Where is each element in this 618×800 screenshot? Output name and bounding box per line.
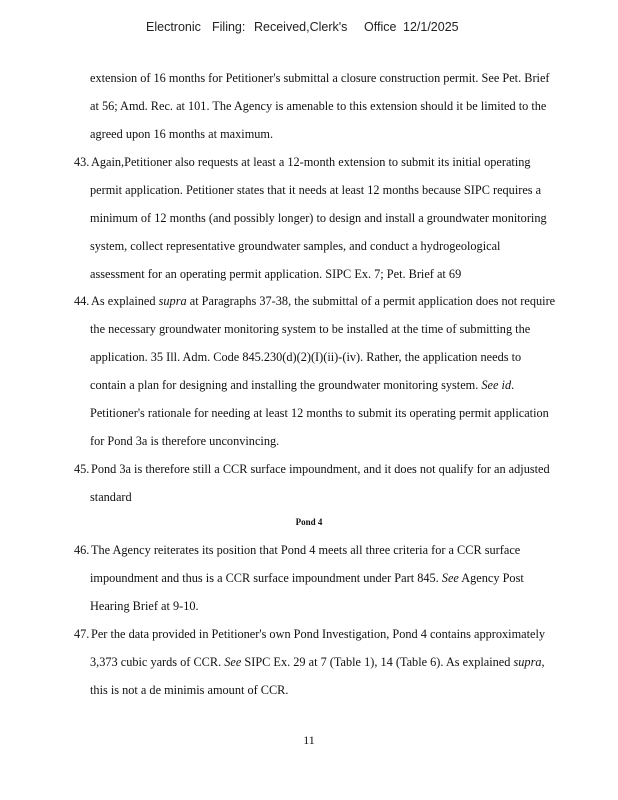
supra-citation: supra — [513, 655, 542, 669]
paragraph-44-line-1: As explained supra at Paragraphs 37-38, the submittal of a permit application does not require — [91, 294, 556, 308]
intro-line-3: agreed upon 16 months at maximum. — [90, 127, 274, 141]
paragraph-46-line-2: impoundment and thus is a CCR surface impoundment under Part 845. See Agency Post — [90, 571, 524, 585]
paragraph-47-line-2: 3,373 cubic yards of CCR. See SIPC Ex. 29 at 7 (Table 1), 14 (Table 6). As explained supra, — [90, 655, 545, 669]
paragraph-44-line-3: application. 35 Ill. Adm. Code 845.230(d)(2)(I)(ii)-(iv). Rather, the application needs to — [90, 350, 522, 364]
see-citation: See — [224, 655, 242, 669]
paragraph-47-line-1: Per the data provided in Petitioner's own Pond Investigation, Pond 4 contains approximately — [91, 627, 546, 641]
paragraph-46-line-3: Hearing Brief at 9-10. — [90, 599, 199, 613]
paragraph-44-number: 44. — [74, 294, 90, 308]
paragraph-44-line-4: contain a plan for designing and installing the groundwater monitoring system. See id. — [90, 378, 515, 392]
header-electronic: Electronic — [146, 20, 201, 34]
paragraph-43-line-4: system, collect representative groundwater samples, and conduct a hydrogeological — [90, 239, 501, 253]
header-received: Received,Clerk's — [254, 20, 348, 34]
supra-citation: supra — [158, 294, 187, 308]
paragraph-44-line-5: Petitioner's rationale for needing at least 12 months to submit its operating permit application — [90, 406, 549, 420]
intro-line-2: at 56; Amd. Rec. at 101. The Agency is amenable to this extension should it be limited to the — [90, 99, 547, 113]
paragraph-43-line-2: permit application. Petitioner states that it needs at least 12 months because SIPC requires a — [90, 183, 542, 197]
paragraph-43-line-1: Again,Petitioner also requests at least a 12-month extension to submit its initial operating — [91, 155, 531, 169]
paragraph-46-line-1: The Agency reiterates its position that Pond 4 meets all three criteria for a CCR surface — [91, 543, 521, 557]
header-date: 12/1/2025 — [403, 20, 459, 34]
paragraph-45-line-2: standard — [90, 490, 132, 504]
section-subheading: Pond 4 — [295, 517, 323, 527]
header-filing: Filing: — [212, 20, 246, 34]
paragraph-43-line-3: minimum of 12 months (and possibly longer) to design and install a groundwater monitoring — [90, 211, 547, 225]
paragraph-44-line-6: for Pond 3a is therefore unconvincing. — [90, 434, 280, 448]
paragraph-45-number: 45. — [74, 462, 90, 476]
see-citation: See — [441, 571, 459, 585]
filing-header — [0, 20, 618, 38]
paragraph-43-line-5: assessment for an operating permit application. SIPC Ex. 7; Pet. Brief at 69 — [90, 267, 462, 281]
see-id-citation: See id — [481, 378, 512, 392]
intro-line-1: extension of 16 months for Petitioner's submittal a closure construction permit. See Pet. Brief — [90, 71, 550, 85]
paragraph-45-line-1: Pond 3a is therefore still a CCR surface impoundment, and it does not qualify for an adjusted — [91, 462, 550, 476]
paragraph-46-number: 46. — [74, 543, 90, 557]
paragraph-43-number: 43. — [74, 155, 90, 169]
page-number: 11 — [303, 733, 315, 747]
paragraph-47-line-3: this is not a de minimis amount of CCR. — [90, 683, 289, 697]
paragraph-47-number: 47. — [74, 627, 90, 641]
header-office: Office — [364, 20, 397, 34]
paragraph-44-line-2: the necessary groundwater monitoring system to be installed at the time of submitting the — [90, 322, 531, 336]
